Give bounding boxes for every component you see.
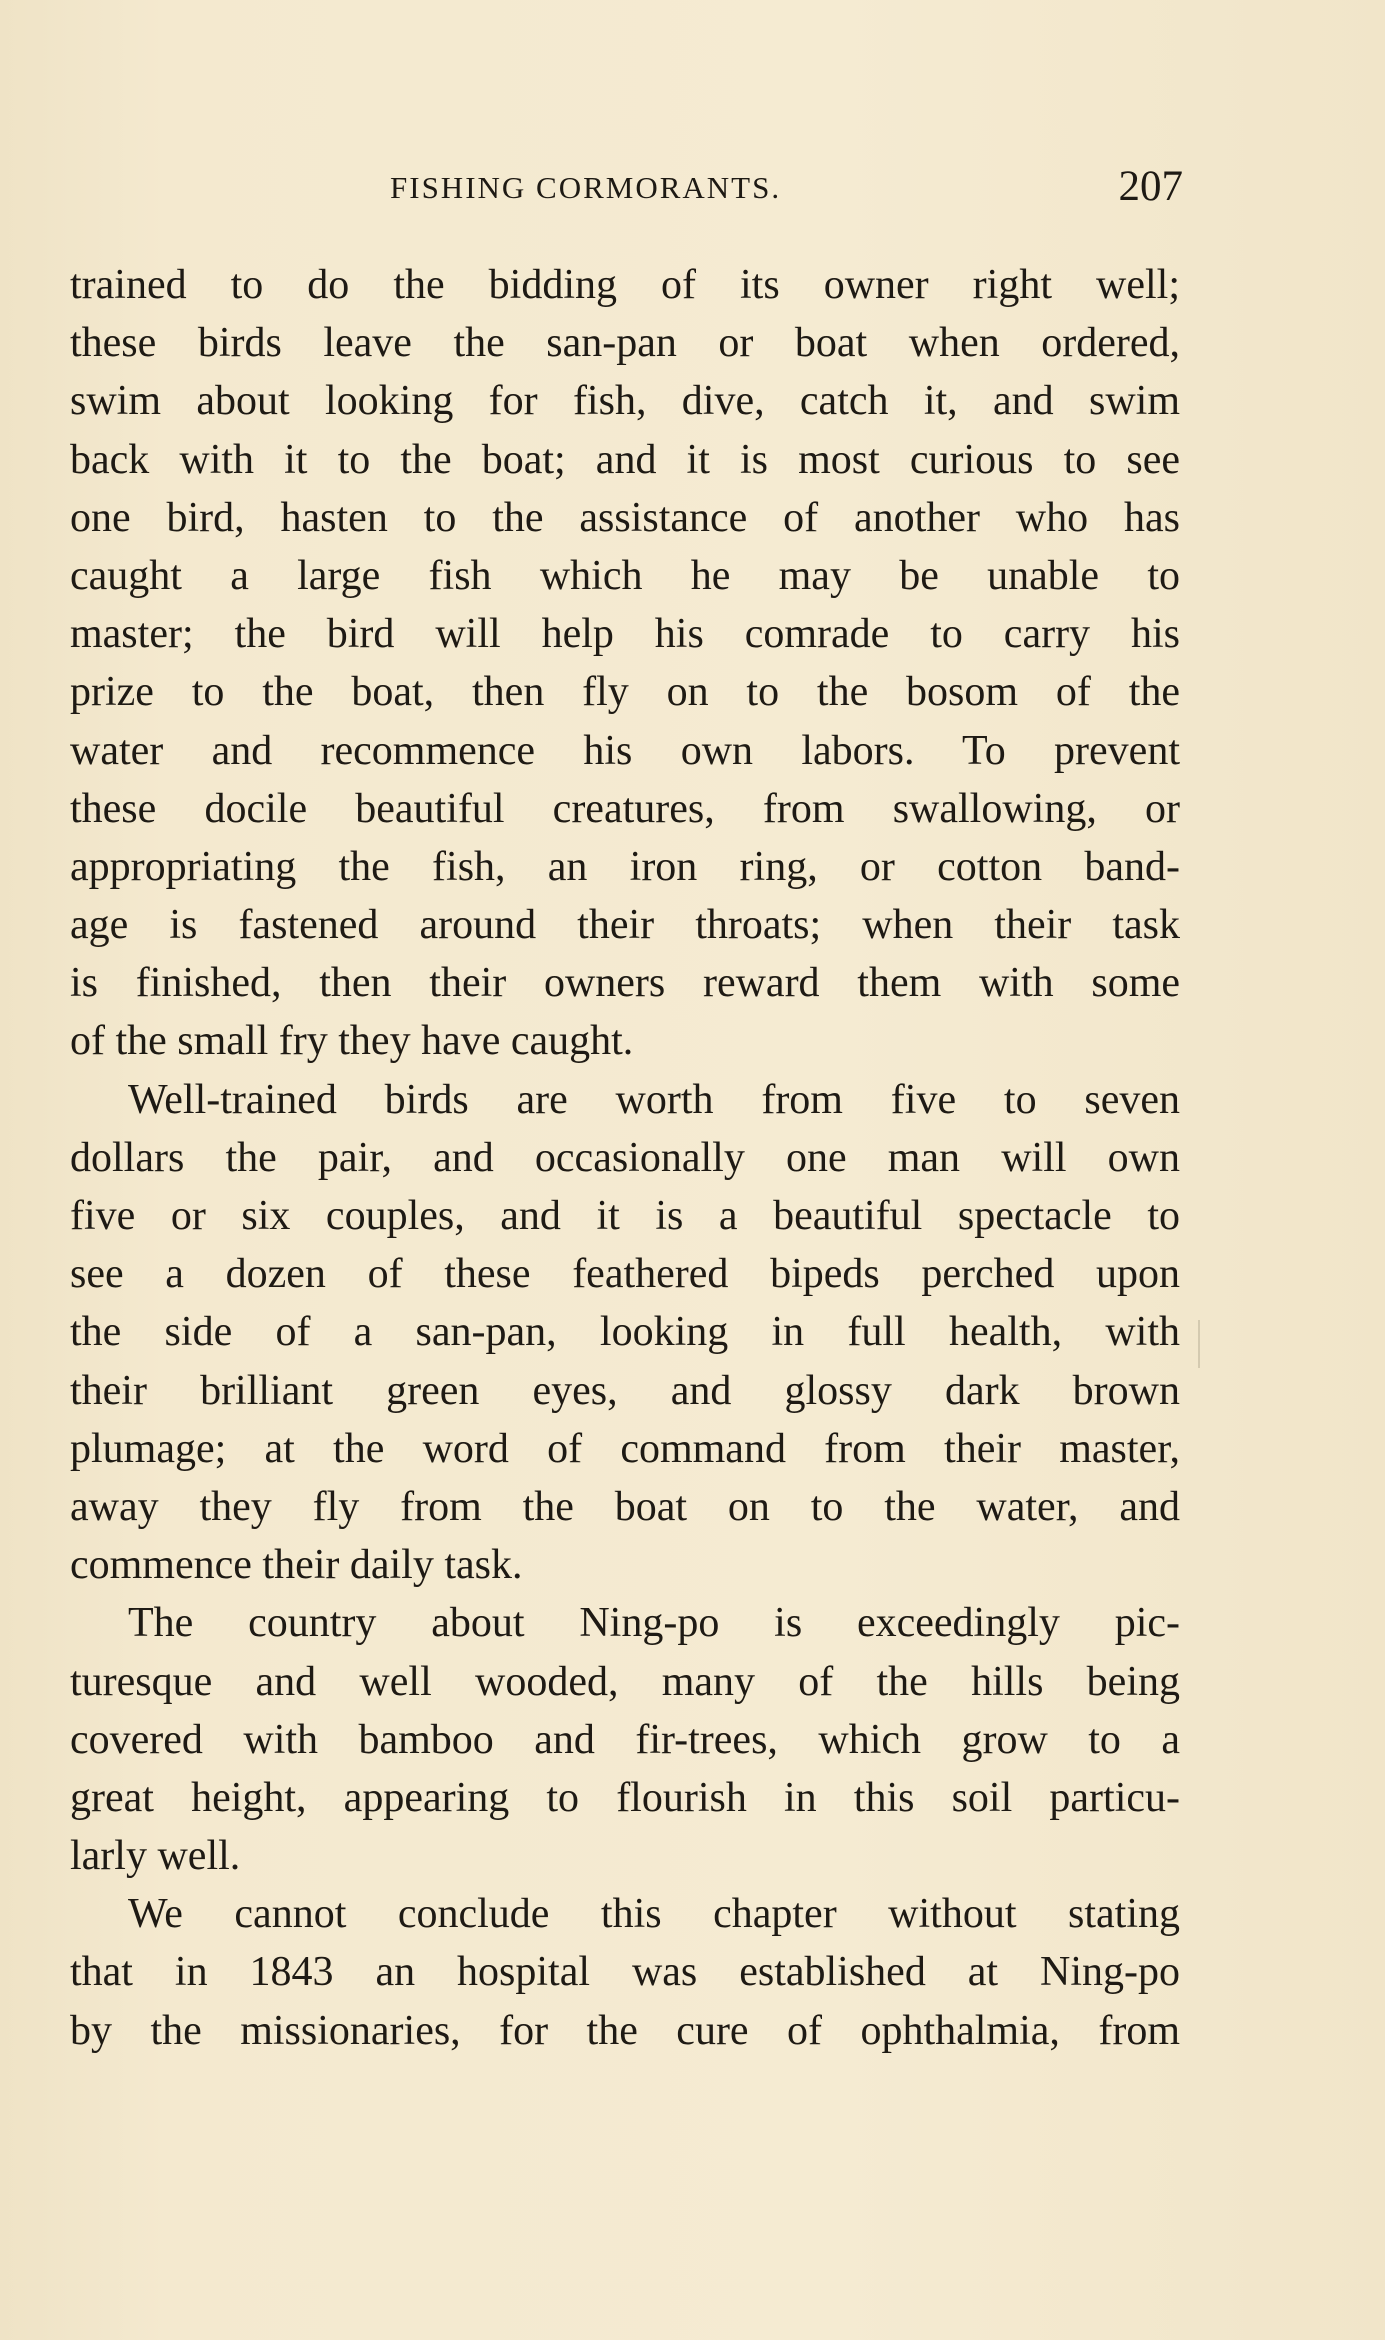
text-line: plumage; at the word of command from their master, [70,1425,1180,1472]
text-line: one bird, hasten to the assistance of another who has [70,494,1180,541]
text-line: the side of a san-pan, looking in full health, with [70,1309,1180,1356]
body-text [70,256,1180,2060]
text-line: appropriating the fish, an iron ring, or cotton band- [70,843,1180,890]
text-line: away they fly from the boat on to the water, and [70,1483,1180,1530]
text-line: larly well. [70,1833,241,1880]
text-line: see a dozen of these feathered bipeds perched upon [70,1251,1180,1298]
page-header [70,160,1183,220]
page-number: 207 [1118,163,1183,210]
text-line: of the small fry they have caught. [70,1018,634,1065]
text-line: is finished, then their owners reward them with some [70,960,1180,1007]
text-line: great height, appearing to flourish in this soil particu- [70,1774,1180,1821]
text-line: caught a large fish which he may be unable to [70,552,1180,599]
text-line: master; the bird will help his comrade to carry his [70,611,1180,658]
text-line: their brilliant green eyes, and glossy dark brown [70,1367,1180,1414]
text-line: these birds leave the san-pan or boat when ordered, [70,320,1180,367]
text-line: turesque and well wooded, many of the hills being [70,1658,1180,1705]
text-line: prize to the boat, then fly on to the bosom of the [70,669,1180,716]
paragraph-start: Well-trained birds are worth from five to seven [128,1076,1180,1123]
text-line: dollars the pair, and occasionally one man will own [70,1134,1180,1181]
text-line: commence their daily task. [70,1542,523,1589]
paragraph-start: We cannot conclude this chapter without stating [128,1891,1180,1938]
text-line: these docile beautiful creatures, from swallowing, or [70,785,1180,832]
text-line: that in 1843 an hospital was established at Ning-po [70,1949,1180,1996]
text-line: water and recommence his own labors. To prevent [70,727,1180,774]
text-line: swim about looking for fish, dive, catch it, and swim [70,378,1180,425]
paragraph-start: The country about Ning-po is exceedingly pic- [128,1600,1180,1647]
text-line: age is fastened around their throats; when their task [70,902,1180,949]
text-line: trained to do the bidding of its owner right well; [70,262,1180,308]
text-line: by the missionaries, for the cure of ophthalmia, from [70,2007,1180,2054]
text-line: back with it to the boat; and it is most curious to see [70,436,1180,483]
text-line: covered with bamboo and fir-trees, which grow to a [70,1716,1180,1763]
margin-mark [1198,1320,1200,1368]
text-line: five or six couples, and it is a beautiful spectacle to [70,1193,1180,1239]
running-head: FISHING CORMORANTS. [390,170,782,205]
